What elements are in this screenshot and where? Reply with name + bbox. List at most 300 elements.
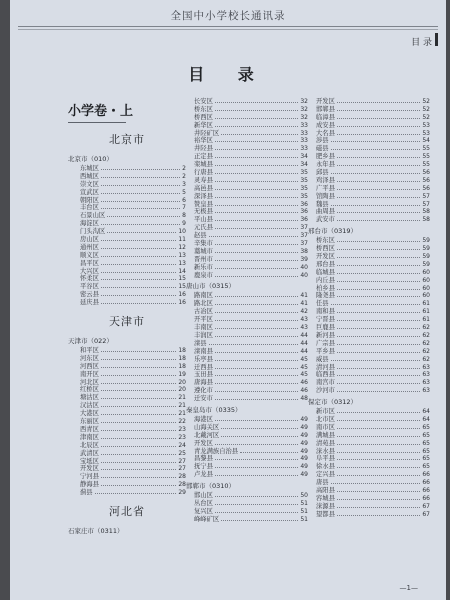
toc-entry-page: 21 (178, 402, 186, 410)
toc-entry (308, 340, 430, 348)
header-rule (18, 26, 438, 27)
toc-entry (308, 416, 430, 424)
toc-entry-page: 39 (300, 255, 308, 263)
toc-entry-name: 开发区 (316, 253, 335, 261)
leader-dots (101, 413, 176, 415)
leader-dots (215, 196, 298, 198)
toc-entry-name: 西青区 (80, 425, 99, 433)
leader-dots (337, 156, 420, 158)
toc-entry-page: 40 (300, 271, 308, 279)
toc-entry (186, 316, 308, 324)
toc-entry-page: 43 (300, 324, 308, 332)
toc-entry-name: 卢龙县 (194, 471, 213, 479)
toc-entry (308, 332, 430, 340)
toc-entry-page: 55 (422, 153, 430, 161)
toc-entry-name: 唐县 (316, 479, 329, 487)
toc-entry-name: 井陉矿区 (194, 129, 220, 137)
leader-dots (337, 514, 420, 516)
leader-dots (337, 133, 420, 135)
leader-dots (101, 429, 176, 431)
leader-dots (337, 335, 420, 337)
toc-entry-name: 阜平县 (316, 455, 335, 463)
toc-entry-name: 鹿泉市 (194, 271, 213, 279)
leader-dots (215, 295, 298, 297)
toc-entry-name: 开发区 (80, 465, 99, 473)
leader-dots (337, 240, 420, 242)
leader-dots (331, 204, 421, 206)
toc-entry-page: 32 (300, 105, 308, 113)
leader-dots (337, 109, 420, 111)
toc-entry-page: 35 (300, 169, 308, 177)
toc-entry (186, 516, 308, 524)
toc-entry (308, 193, 430, 201)
toc-entry (308, 495, 430, 503)
toc-entry-name: 唐海县 (194, 379, 213, 387)
toc-entry-page: 61 (422, 316, 430, 324)
toc-entry (186, 185, 308, 193)
leader-dots (331, 172, 421, 174)
toc-entry-page: 19 (178, 370, 186, 378)
toc-entry-name: 清苑县 (316, 439, 335, 447)
toc-entry-name: 北辰区 (80, 441, 99, 449)
toc-entry-page: 21 (178, 410, 186, 418)
toc-entry-name: 宁晋县 (316, 316, 335, 324)
toc-entry-name: 新华区 (194, 121, 213, 129)
leader-dots (215, 367, 298, 369)
toc-column-1 (68, 100, 186, 537)
leader-dots (337, 411, 420, 413)
toc-entry-page: 46 (300, 387, 308, 395)
toc-entry-page: 32 (300, 98, 308, 105)
toc-entry-page: 52 (422, 113, 430, 121)
toc-entry-page: 51 (300, 507, 308, 515)
leader-dots (337, 319, 420, 321)
leader-dots (337, 295, 420, 297)
leader-dots (215, 227, 298, 229)
toc-entry-name: 魏县 (316, 200, 329, 208)
city-heading: 邯郸市（0310） (186, 482, 236, 491)
toc-entry (68, 418, 186, 426)
toc-entry (186, 153, 308, 161)
toc-entry-page: 49 (300, 455, 308, 463)
leader-dots (215, 117, 298, 119)
toc-entry-page: 23 (178, 433, 186, 441)
toc-entry-name: 静海县 (80, 481, 99, 489)
running-header: 全国中小学校长通讯录 (170, 10, 286, 22)
toc-entry (186, 379, 308, 387)
leader-dots (337, 466, 420, 468)
toc-entry (308, 471, 430, 479)
leader-dots (215, 109, 298, 111)
leader-dots (101, 445, 176, 447)
toc-entry-name: 井陉县 (194, 145, 213, 153)
toc-entry-name: 开平区 (194, 316, 213, 324)
toc-entry-name: 邯郸县 (316, 105, 335, 113)
toc-entry-name: 行唐县 (194, 169, 213, 177)
toc-entry (308, 408, 430, 416)
toc-entry-page: 3 (182, 180, 186, 188)
toc-entry (186, 463, 308, 471)
leader-dots (215, 219, 298, 221)
toc-entry-name: 路北区 (194, 300, 213, 308)
toc-entry-name: 密云县 (80, 291, 99, 299)
toc-entry-name: 峰峰矿区 (194, 515, 220, 523)
leader-dots (101, 294, 176, 296)
leader-dots (215, 164, 298, 166)
toc-entry-name: 西城区 (80, 172, 99, 180)
toc-entry (186, 500, 308, 508)
toc-entry-page: 44 (300, 331, 308, 339)
leader-dots (215, 251, 298, 253)
toc-entry-page: 66 (422, 471, 430, 479)
leader-dots (337, 443, 420, 445)
toc-entry (308, 153, 430, 161)
toc-entry (68, 450, 186, 458)
toc-entry-name: 邱县 (316, 169, 329, 177)
leader-dots (337, 288, 420, 290)
page-title: 目 录 (188, 65, 268, 84)
toc-entry-page: 60 (422, 268, 430, 276)
leader-dots (215, 243, 298, 245)
toc-entry (68, 347, 186, 355)
toc-entry (186, 240, 308, 248)
toc-entry-name: 辛集市 (194, 240, 213, 248)
toc-entry-name: 磁县 (316, 145, 329, 153)
leader-dots (101, 366, 176, 368)
province-heading: 河北省 (109, 504, 145, 518)
leader-dots (215, 156, 298, 158)
leader-dots (209, 343, 299, 345)
toc-entry (68, 442, 186, 450)
leader-dots (337, 188, 420, 190)
toc-entry-page: 28 (178, 481, 186, 489)
toc-entry-page: 60 (422, 292, 430, 300)
leader-dots (337, 272, 420, 274)
toc-entry-name: 成安县 (316, 121, 335, 129)
toc-entry-name: 开发区 (316, 98, 335, 105)
toc-entry-name: 迁安市 (194, 395, 213, 403)
toc-entry-name: 满城县 (316, 431, 335, 439)
toc-entry (308, 316, 430, 324)
leader-dots (337, 435, 420, 437)
leader-dots (337, 311, 420, 313)
toc-entry-page: 56 (422, 176, 430, 184)
toc-entry-page: 66 (422, 494, 430, 502)
toc-entry (186, 387, 308, 395)
toc-entry (308, 308, 430, 316)
toc-entry-page: 67 (422, 510, 430, 518)
toc-entry-name: 徐水县 (316, 463, 335, 471)
leader-dots (221, 427, 298, 429)
toc-entry-name: 南和县 (316, 308, 335, 316)
toc-entry-page: 52 (422, 105, 430, 113)
leader-dots (337, 351, 420, 353)
toc-entry-name: 正定县 (194, 153, 213, 161)
leader-dots (337, 211, 420, 213)
leader-dots (215, 259, 298, 261)
toc-entry (68, 252, 186, 260)
leader-dots (101, 302, 176, 304)
toc-entry-page: 29 (178, 489, 186, 497)
toc-entry (186, 122, 308, 130)
toc-column-3 (308, 98, 430, 519)
leader-dots (337, 248, 420, 250)
toc-entry-page: 45 (300, 371, 308, 379)
leader-dots (221, 133, 298, 135)
toc-entry-page: 49 (300, 447, 308, 455)
toc-entry-name: 临漳县 (316, 113, 335, 121)
toc-entry (308, 161, 430, 169)
toc-entry-name: 抚宁县 (194, 463, 213, 471)
toc-entry-name: 丰南区 (194, 324, 213, 332)
toc-entry-page: 62 (422, 324, 430, 332)
toc-entry-page: 51 (300, 515, 308, 523)
leader-dots (101, 271, 176, 273)
toc-entry-name: 滦县 (194, 339, 207, 347)
leader-dots (337, 180, 420, 182)
leader-dots (215, 204, 298, 206)
toc-entry-page: 28 (178, 473, 186, 481)
toc-entry-page: 9 (182, 220, 186, 228)
toc-entry-name: 汉沽区 (80, 402, 99, 410)
toc-entry-page: 59 (422, 245, 430, 253)
toc-entry (186, 272, 308, 280)
leader-dots (101, 382, 176, 384)
toc-entry-name: 河北区 (80, 378, 99, 386)
toc-entry-page: 37 (300, 240, 308, 248)
toc-entry-name: 任县 (316, 300, 329, 308)
leader-dots (215, 390, 298, 392)
toc-entry-name: 丰台区 (80, 204, 99, 212)
toc-entry-page: 32 (300, 113, 308, 121)
city-heading: 天津市（022） (68, 337, 113, 346)
toc-entry-name: 和平区 (80, 347, 99, 355)
leader-dots (101, 192, 180, 194)
toc-entry-name: 南开区 (80, 370, 99, 378)
leader-dots (221, 519, 298, 521)
leader-dots (240, 451, 298, 453)
toc-entry-page: 35 (300, 176, 308, 184)
toc-entry (186, 440, 308, 448)
toc-entry (308, 356, 430, 364)
toc-entry-page: 36 (300, 216, 308, 224)
toc-entry-name: 柏乡县 (316, 284, 335, 292)
toc-entry-name: 裕华区 (194, 137, 213, 145)
toc-entry-page: 21 (178, 394, 186, 402)
toc-entry (68, 426, 186, 434)
toc-entry (186, 248, 308, 256)
toc-entry (68, 228, 186, 236)
toc-entry-name: 隆尧县 (316, 292, 335, 300)
toc-entry (186, 348, 308, 356)
leader-dots (221, 435, 298, 437)
toc-entry-page: 5 (182, 188, 186, 196)
toc-entry-name: 馆陶县 (316, 192, 335, 200)
toc-entry (68, 220, 186, 228)
leader-dots (107, 231, 176, 233)
leader-dots (215, 188, 298, 190)
leader-dots (101, 223, 180, 225)
toc-entry (308, 98, 430, 106)
toc-entry-page: 33 (300, 145, 308, 153)
toc-entry-page: 44 (300, 347, 308, 355)
toc-entry-name: 红桥区 (80, 386, 99, 394)
leader-dots (215, 374, 298, 376)
toc-entry-page: 62 (422, 339, 430, 347)
toc-entry-name: 清河县 (316, 363, 335, 371)
toc-entry-name: 平山县 (194, 216, 213, 224)
leader-dots (101, 200, 180, 202)
toc-entry (186, 395, 308, 403)
toc-entry-name: 大兴区 (80, 267, 99, 275)
toc-entry-name: 新河县 (316, 331, 335, 339)
toc-entry (68, 260, 186, 268)
toc-entry (186, 232, 308, 240)
leader-dots (101, 476, 176, 478)
leader-dots (215, 495, 298, 497)
toc-entry-name: 南宫市 (316, 379, 335, 387)
toc-entry (186, 98, 308, 106)
city-heading: 保定市（0312） (308, 398, 358, 407)
leader-dots (215, 172, 298, 174)
leader-dots (101, 350, 176, 352)
leader-dots (215, 303, 298, 305)
toc-entry (308, 463, 430, 471)
toc-entry-page: 18 (178, 347, 186, 355)
toc-entry-name: 乐亭县 (194, 355, 213, 363)
toc-entry (68, 236, 186, 244)
toc-entry-name: 威县 (316, 355, 329, 363)
toc-entry (186, 356, 308, 364)
toc-entry-name: 南市区 (316, 423, 335, 431)
toc-entry-page: 33 (300, 129, 308, 137)
toc-entry-name: 临城县 (316, 268, 335, 276)
toc-entry-page: 41 (300, 292, 308, 300)
toc-entry (68, 181, 186, 189)
leader-dots (215, 180, 298, 182)
header-rule-secondary (18, 29, 438, 30)
leader-dots (101, 437, 176, 439)
toc-entry-name: 玉田县 (194, 371, 213, 379)
toc-entry (68, 299, 186, 307)
toc-entry-page: 27 (178, 465, 186, 473)
toc-entry-name: 藁城市 (194, 247, 213, 255)
toc-entry-name: 涞水县 (316, 447, 335, 455)
toc-entry-page: 27 (178, 457, 186, 465)
toc-entry-page: 2 (182, 165, 186, 172)
toc-entry-name: 容城县 (316, 494, 335, 502)
leader-dots (101, 421, 176, 423)
leader-dots (215, 351, 298, 353)
toc-entry-page: 25 (178, 449, 186, 457)
toc-entry-page: 13 (178, 251, 186, 259)
toc-entry-name: 路南区 (194, 292, 213, 300)
toc-entry (308, 185, 430, 193)
toc-entry-page: 56 (422, 169, 430, 177)
toc-entry-name: 大名县 (316, 129, 335, 137)
leader-dots (101, 176, 180, 178)
toc-entry-name: 迁西县 (194, 363, 213, 371)
toc-entry-name: 东城区 (80, 165, 99, 172)
leader-dots (101, 286, 176, 288)
leader-dots (215, 125, 298, 127)
toc-entry-page: 49 (300, 431, 308, 439)
toc-entry-page: 38 (300, 247, 308, 255)
toc-entry (68, 355, 186, 363)
toc-entry-page: 35 (300, 184, 308, 192)
leader-dots (337, 117, 420, 119)
leader-dots (215, 474, 298, 476)
toc-entry (186, 106, 308, 114)
toc-entry-page: 53 (422, 129, 430, 137)
toc-entry-page: 20 (178, 378, 186, 386)
toc-entry (308, 122, 430, 130)
leader-dots (337, 506, 420, 508)
toc-entry-name: 广平县 (316, 184, 335, 192)
toc-entry-page: 58 (422, 216, 430, 224)
toc-entry-name: 河东区 (80, 354, 99, 362)
volume-underline (68, 122, 126, 123)
leader-dots (337, 256, 420, 258)
leader-dots (337, 390, 420, 392)
document-page (10, 0, 446, 600)
toc-entry-name: 巨鹿县 (316, 324, 335, 332)
toc-entry-page: 57 (422, 192, 430, 200)
leader-dots (331, 140, 421, 142)
toc-entry (308, 503, 430, 511)
toc-entry-page: 51 (300, 499, 308, 507)
toc-entry-page: 49 (300, 423, 308, 431)
leader-dots (337, 382, 420, 384)
leader-dots (215, 148, 298, 150)
toc-entry-page: 10 (178, 228, 186, 236)
toc-entry-name: 曲周县 (316, 208, 335, 216)
toc-entry-page: 65 (422, 455, 430, 463)
toc-entry (186, 471, 308, 479)
leader-dots (215, 267, 298, 269)
toc-entry-name: 临西县 (316, 371, 335, 379)
toc-entry-name: 怀柔区 (80, 275, 99, 283)
toc-entry (308, 387, 430, 395)
toc-entry-page: 36 (300, 208, 308, 216)
toc-entry (68, 481, 186, 489)
toc-entry (308, 424, 430, 432)
toc-entry-name: 宝坻区 (80, 457, 99, 465)
leader-dots (215, 458, 298, 460)
toc-entry-name: 元氏县 (194, 224, 213, 232)
leader-dots (215, 511, 298, 513)
toc-entry (308, 269, 430, 277)
toc-entry (68, 473, 186, 481)
toc-entry-name: 邢台县 (316, 260, 335, 268)
toc-entry (308, 245, 430, 253)
toc-entry-name: 通州区 (80, 243, 99, 251)
toc-entry-name: 宣武区 (80, 188, 99, 196)
toc-entry (68, 489, 186, 497)
toc-entry-name: 开发区 (194, 439, 213, 447)
toc-entry (68, 291, 186, 299)
toc-entry (68, 402, 186, 410)
toc-entry-name: 肥乡县 (316, 153, 335, 161)
toc-entry-page: 65 (422, 463, 430, 471)
toc-entry-name: 丛台区 (194, 499, 213, 507)
toc-entry-page: 61 (422, 308, 430, 316)
toc-entry (186, 432, 308, 440)
toc-entry-name: 赞皇县 (194, 200, 213, 208)
toc-entry-name: 广宗县 (316, 339, 335, 347)
toc-entry-page: 63 (422, 363, 430, 371)
toc-entry-page: 6 (182, 196, 186, 204)
